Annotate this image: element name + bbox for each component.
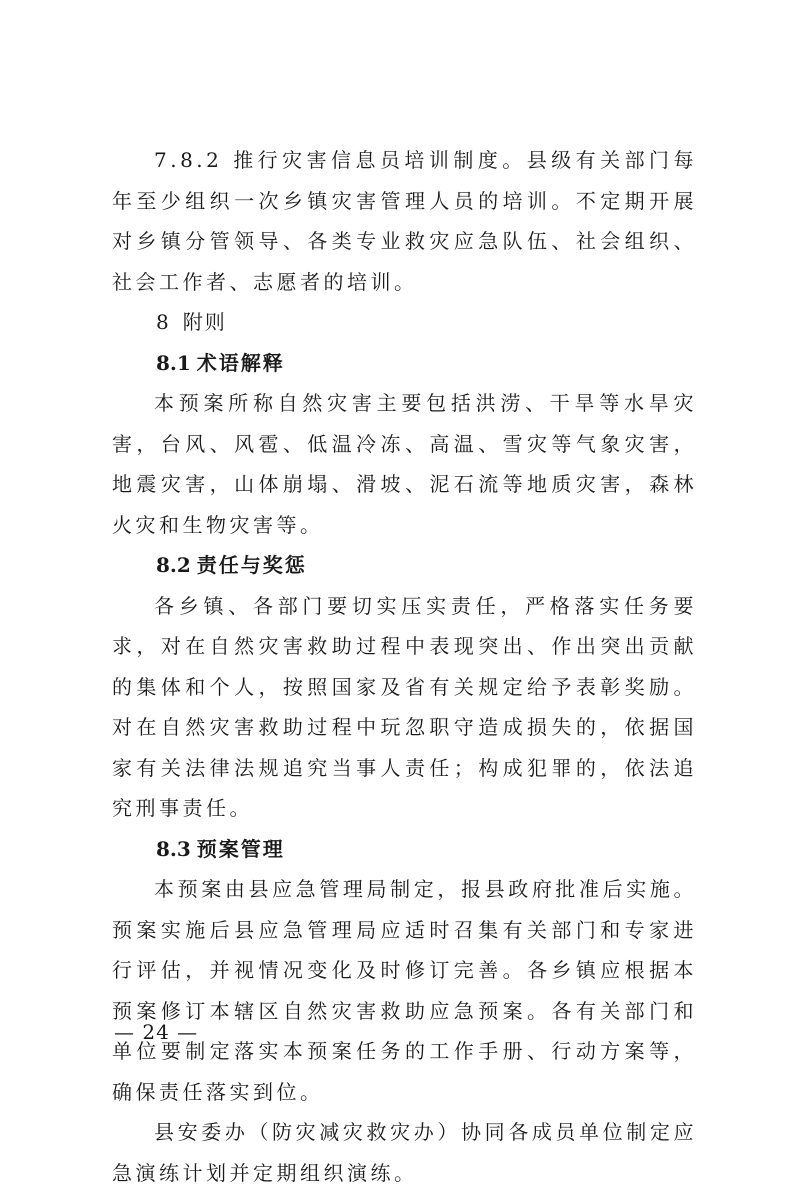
section-8-1-title: 术语解释 [196,350,285,375]
section-8-number: 8 [156,310,169,334]
page-number: — 24 — [114,1020,199,1044]
section-8-2-title: 责任与奖惩 [196,553,307,577]
section-8-1-heading [112,343,697,384]
section-8-heading [112,302,697,343]
paragraph-8-3-a: 本预案由县应急管理局制定，报县政府批准后实施。预案实施后县应急管理局应适时召集有关部门和专家进行评估，并视情况变化及时修订完善。各乡镇应根据本预案修订本辖区自然灾害救助应急预案。各有关部门和单位要制定落实本预案任务的工作手册、行动方案等，确保责任落实到位。 [112,877,697,1104]
paragraph-8-3-b: 县安委办（防灾减灾救灾办）协同各成员单位制定应急演练计划并定期组织演练。 [112,1120,697,1185]
section-8-3-heading [112,829,697,870]
document-body [112,140,697,1193]
section-8-1-number: 8.1 [156,350,191,375]
section-8-2-heading [112,545,697,586]
paragraph-7-8-2: 7.8.2 推行灾害信息员培训制度。县级有关部门每年至少组织一次乡镇灾害管理人员的培训。不定期开展对乡镇分管领导、各类专业救灾应急队伍、社会组织、社会工作者、志愿者的培训。 [112,148,697,294]
section-8-3-number: 8.3 [156,836,191,861]
section-8-3-title: 预案管理 [196,836,285,861]
paragraph-8-1: 本预案所称自然灾害主要包括洪涝、干旱等水旱灾害，台风、风雹、低温冷冻、高温、雪灾等气象灾害，地震灾害，山体崩塌、滑坡、泥石流等地质灾害，森林火灾和生物灾害等。 [112,391,697,537]
section-8-2-number: 8.2 [156,553,191,577]
paragraph-8-2: 各乡镇、各部门要切实压实责任，严格落实任务要求，对在自然灾害救助过程中表现突出、作出突出贡献的集体和个人，按照国家及省有关规定给予表彰奖励。对在自然灾害救助过程中玩忽职守造成损失的，依据国家有关法律法规追究当事人责任；构成犯罪的，依法追究刑事责任。 [112,593,697,820]
section-8-title: 附则 [182,310,227,334]
